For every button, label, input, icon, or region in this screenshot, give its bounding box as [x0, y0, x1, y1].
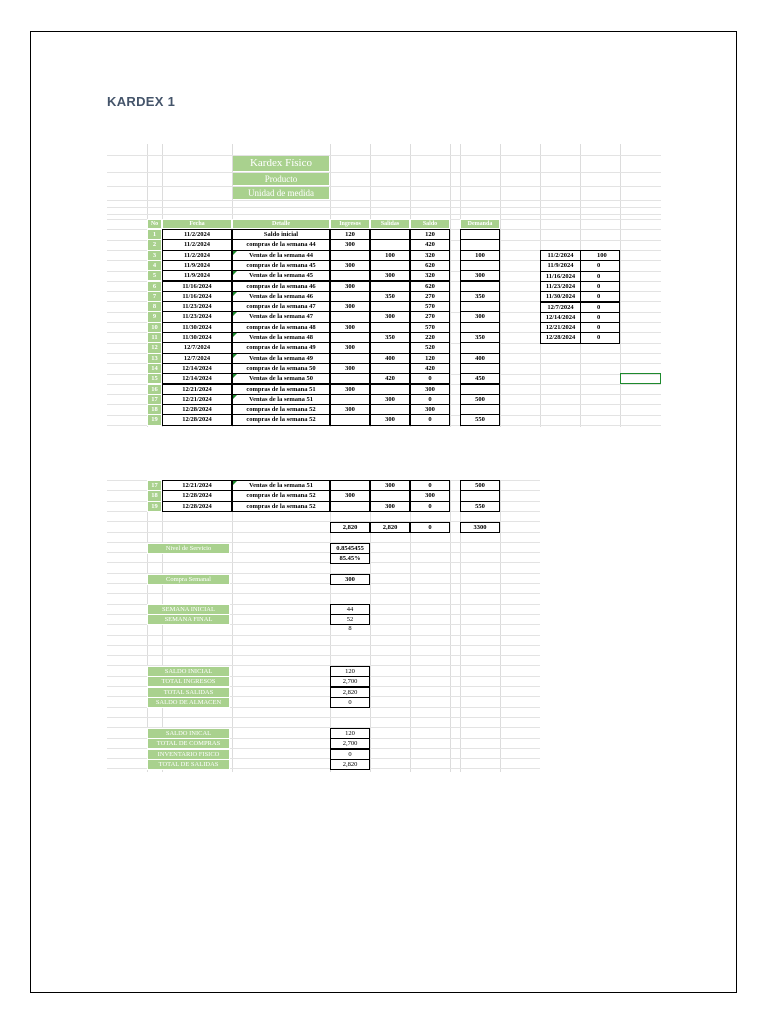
table-cell: Ventas de la semana 49 — [232, 353, 330, 364]
grid-line — [107, 200, 661, 201]
document-title: KARDEX 1 — [107, 94, 176, 109]
table-cell: compras de la semana 52 — [232, 414, 330, 425]
row-number: 4 — [147, 260, 162, 271]
table-cell: 500 — [460, 394, 500, 405]
table-cell: 12/7/2024 — [162, 342, 232, 353]
table-cell: 0 — [410, 373, 450, 384]
table-header-cell: Salidas — [370, 219, 410, 229]
table-cell: 11/9/2024 — [162, 270, 232, 281]
table-cell: 570 — [410, 301, 450, 312]
table-cell: 300 — [330, 384, 370, 395]
table-cell: 12/14/2024 — [162, 373, 232, 384]
row-number: 8 — [147, 301, 162, 312]
side-value-cell: 0 — [580, 312, 620, 323]
weekly-purchase-label: Compra Semanal — [147, 574, 230, 585]
row-number: 3 — [147, 250, 162, 261]
side-date-cell: 12/7/2024 — [540, 302, 580, 313]
row-number: 9 — [147, 311, 162, 322]
table-cell: 300 — [410, 490, 450, 501]
grid-line — [107, 172, 661, 173]
balance-value: 0 — [330, 749, 370, 760]
total-cell: 2,820 — [370, 522, 410, 533]
comment-marker-icon — [233, 312, 237, 316]
table-cell: 120 — [330, 229, 370, 240]
table-cell: Saldo inicial — [232, 229, 330, 240]
grid-line — [107, 645, 540, 646]
side-value-cell: 100 — [580, 250, 620, 261]
table-cell: 300 — [330, 322, 370, 333]
grid-line — [232, 480, 233, 772]
service-level-value: 0.8545455 — [330, 543, 370, 554]
row-number: 7 — [147, 291, 162, 302]
table-cell: 350 — [370, 332, 410, 343]
table-cell: 300 — [370, 270, 410, 281]
table-cell: 12/7/2024 — [162, 353, 232, 364]
row-number: 17 — [147, 394, 162, 405]
table-cell: 12/28/2024 — [162, 414, 232, 425]
grid-line — [107, 717, 540, 718]
grid-line — [107, 155, 661, 156]
spreadsheet-snapshot-top — [107, 144, 661, 427]
table-cell: 11/16/2024 — [162, 281, 232, 292]
comment-marker-icon — [233, 251, 237, 255]
service-level-percent: 85.45% — [330, 553, 370, 564]
balance-label: INVENTARIO FISICO — [147, 749, 230, 760]
table-cell: 300 — [330, 301, 370, 312]
balance-label: SALDO INICIAL — [147, 666, 230, 677]
table-cell: compras de la semana 52 — [232, 490, 330, 501]
table-cell: 0 — [410, 394, 450, 405]
row-number: 14 — [147, 363, 162, 374]
table-cell: 300 — [370, 501, 410, 512]
balance-value: 2,700 — [330, 676, 370, 687]
table-cell: compras de la semana 50 — [232, 363, 330, 374]
grid-line — [107, 635, 540, 636]
table-cell: 300 — [370, 311, 410, 322]
side-value-cell: 0 — [580, 281, 620, 292]
table-cell — [330, 414, 370, 425]
table-cell: Ventas de la semana 45 — [232, 270, 330, 281]
table-cell: 300 — [370, 394, 410, 405]
table-cell: compras de la semana 49 — [232, 342, 330, 353]
table-cell: 300 — [370, 480, 410, 491]
balance-value: 120 — [330, 666, 370, 677]
table-cell: 300 — [370, 414, 410, 425]
table-cell: 300 — [330, 281, 370, 292]
table-cell: 11/23/2024 — [162, 301, 232, 312]
table-cell: Ventas de la semana 51 — [232, 394, 330, 405]
table-header-cell: No — [147, 219, 162, 229]
table-header-cell: Demanda — [460, 219, 500, 229]
table-cell: Ventas de la semana 51 — [232, 480, 330, 491]
grid-line — [107, 655, 540, 656]
table-cell: 12/21/2024 — [162, 394, 232, 405]
grid-line — [107, 214, 661, 215]
table-cell: compras de la semana 46 — [232, 281, 330, 292]
table-cell: 520 — [410, 342, 450, 353]
grid-line — [107, 186, 661, 187]
grid-line — [107, 593, 540, 594]
table-cell: 11/2/2024 — [162, 239, 232, 250]
table-cell: 11/9/2024 — [162, 260, 232, 271]
balance-label: SALDO DE ALMACEN — [147, 697, 230, 708]
kardex-unit: Unidad de medida — [232, 186, 330, 200]
table-cell: compras de la semana 47 — [232, 301, 330, 312]
table-cell: 12/28/2024 — [162, 404, 232, 415]
kardex-title: Kardex Físico — [232, 155, 330, 172]
table-cell: 11/30/2024 — [162, 322, 232, 333]
table-cell: 350 — [370, 291, 410, 302]
side-date-cell: 11/23/2024 — [540, 281, 580, 292]
table-cell: 11/16/2024 — [162, 291, 232, 302]
balance-value: 2,700 — [330, 738, 370, 749]
row-number: 15 — [147, 373, 162, 384]
balance-label: TOTAL SALIDAS — [147, 687, 230, 698]
table-cell: 300 — [460, 311, 500, 322]
start-week-label: SEMANA INICIAL — [147, 604, 230, 615]
balance-label: TOTAL DE SALIDAS — [147, 759, 230, 770]
total-cell: 0 — [410, 522, 450, 533]
table-cell: 12/28/2024 — [162, 490, 232, 501]
table-cell: 120 — [410, 229, 450, 240]
total-cell: 3300 — [460, 522, 500, 533]
table-cell: 11/2/2024 — [162, 229, 232, 240]
table-cell: compras de la semana 52 — [232, 404, 330, 415]
table-cell: 11/30/2024 — [162, 332, 232, 343]
table-cell: 300 — [330, 404, 370, 415]
side-value-cell: 0 — [580, 260, 620, 271]
balance-value: 2,820 — [330, 759, 370, 770]
table-cell: 570 — [410, 322, 450, 333]
comment-marker-icon — [233, 333, 237, 337]
table-cell: 320 — [410, 250, 450, 261]
table-cell: 100 — [460, 250, 500, 261]
table-cell: compras de la semana 52 — [232, 501, 330, 512]
table-cell: Ventas de la semana 48 — [232, 332, 330, 343]
table-cell: Ventas de la semana 44 — [232, 250, 330, 261]
comment-marker-icon — [233, 374, 237, 378]
table-cell: 400 — [460, 353, 500, 364]
row-number: 13 — [147, 353, 162, 364]
row-number: 19 — [147, 414, 162, 425]
table-cell: 0 — [410, 480, 450, 491]
table-cell: Ventas de la semana 46 — [232, 291, 330, 302]
table-cell: 100 — [370, 250, 410, 261]
table-cell: 300 — [330, 260, 370, 271]
side-date-cell: 11/2/2024 — [540, 250, 580, 261]
table-cell: 350 — [460, 332, 500, 343]
row-number: 10 — [147, 322, 162, 333]
table-cell: 420 — [370, 373, 410, 384]
table-cell: compras de la semana 48 — [232, 322, 330, 333]
selected-cell[interactable] — [620, 373, 661, 384]
table-cell: compras de la semana 44 — [232, 239, 330, 250]
table-cell: 620 — [410, 260, 450, 271]
table-cell: 12/21/2024 — [162, 480, 232, 491]
row-number: 2 — [147, 239, 162, 250]
table-cell: 0 — [410, 414, 450, 425]
grid-line — [450, 480, 451, 772]
balance-value: 2,820 — [330, 687, 370, 698]
balance-value: 120 — [330, 728, 370, 739]
table-cell — [330, 501, 370, 512]
comment-marker-icon — [233, 271, 237, 275]
row-number: 18 — [147, 404, 162, 415]
table-cell: 300 — [330, 490, 370, 501]
table-cell: 270 — [410, 291, 450, 302]
grid-line — [107, 207, 661, 208]
table-cell: 220 — [410, 332, 450, 343]
spreadsheet-snapshot-bottom — [107, 480, 540, 772]
side-date-cell: 12/14/2024 — [540, 312, 580, 323]
table-cell: 12/14/2024 — [162, 363, 232, 374]
row-number: 16 — [147, 384, 162, 395]
table-cell: 550 — [460, 414, 500, 425]
side-value-cell: 0 — [580, 322, 620, 333]
table-cell: 620 — [410, 281, 450, 292]
kardex-product: Producto — [232, 172, 330, 186]
table-cell: 300 — [330, 342, 370, 353]
weekly-purchase-value: 300 — [330, 574, 370, 585]
table-cell: 12/28/2024 — [162, 501, 232, 512]
end-week-value: 52 — [330, 614, 370, 625]
total-cell: 2,820 — [330, 522, 370, 533]
table-cell: compras de la semana 45 — [232, 260, 330, 271]
table-cell: 320 — [410, 270, 450, 281]
grid-line — [500, 480, 501, 772]
balance-value: 0 — [330, 697, 370, 708]
table-cell: 0 — [410, 501, 450, 512]
grid-line — [107, 562, 540, 563]
start-week-value: 44 — [330, 604, 370, 615]
side-date-cell: 11/16/2024 — [540, 271, 580, 282]
side-value-cell: 0 — [580, 332, 620, 343]
table-cell: 420 — [410, 239, 450, 250]
table-cell: 11/23/2024 — [162, 311, 232, 322]
table-cell: compras de la semana 51 — [232, 384, 330, 395]
week-difference: 8 — [348, 625, 352, 632]
side-date-cell: 11/30/2024 — [540, 291, 580, 302]
table-cell: 12/21/2024 — [162, 384, 232, 395]
side-date-cell: 11/9/2024 — [540, 260, 580, 271]
table-cell: 350 — [460, 291, 500, 302]
comment-marker-icon — [233, 292, 237, 296]
row-number: 5 — [147, 270, 162, 281]
table-cell: Ventas de la semana 50 — [232, 373, 330, 384]
table-header-cell: Ingresos — [330, 219, 370, 229]
table-cell: 450 — [460, 373, 500, 384]
row-number: 17 — [147, 480, 162, 491]
table-cell: 270 — [410, 311, 450, 322]
table-header-cell: Saldo — [410, 219, 450, 229]
row-number: 11 — [147, 332, 162, 343]
table-cell: 300 — [410, 404, 450, 415]
table-cell: 300 — [410, 384, 450, 395]
comment-marker-icon — [233, 395, 237, 399]
table-cell: 420 — [410, 363, 450, 374]
side-value-cell: 0 — [580, 302, 620, 313]
end-week-label: SEMANA FINAL — [147, 614, 230, 625]
row-number: 18 — [147, 490, 162, 501]
table-cell: 500 — [460, 480, 500, 491]
table-cell: 300 — [460, 270, 500, 281]
balance-label: TOTAL INGRESOS — [147, 676, 230, 687]
table-cell: 400 — [370, 353, 410, 364]
side-date-cell: 12/28/2024 — [540, 332, 580, 343]
table-header-cell: Detalle — [232, 219, 330, 229]
row-number: 19 — [147, 501, 162, 512]
comment-marker-icon — [233, 481, 237, 485]
balance-label: SALDO INICAL — [147, 728, 230, 739]
table-cell: 550 — [460, 501, 500, 512]
table-cell: 120 — [410, 353, 450, 364]
balance-label: TOTAL DE COMPRAS — [147, 738, 230, 749]
table-cell: 11/2/2024 — [162, 250, 232, 261]
row-number: 1 — [147, 229, 162, 240]
table-header-cell: Fecha — [162, 219, 232, 229]
side-value-cell: 0 — [580, 271, 620, 282]
service-level-label: Nivel de Servicio — [147, 543, 230, 554]
side-value-cell: 0 — [580, 291, 620, 302]
row-number: 6 — [147, 281, 162, 292]
side-date-cell: 12/21/2024 — [540, 322, 580, 333]
table-cell: Ventas de la semana 47 — [232, 311, 330, 322]
table-cell: 300 — [330, 363, 370, 374]
comment-marker-icon — [233, 354, 237, 358]
table-cell: 300 — [330, 239, 370, 250]
row-number: 12 — [147, 342, 162, 353]
